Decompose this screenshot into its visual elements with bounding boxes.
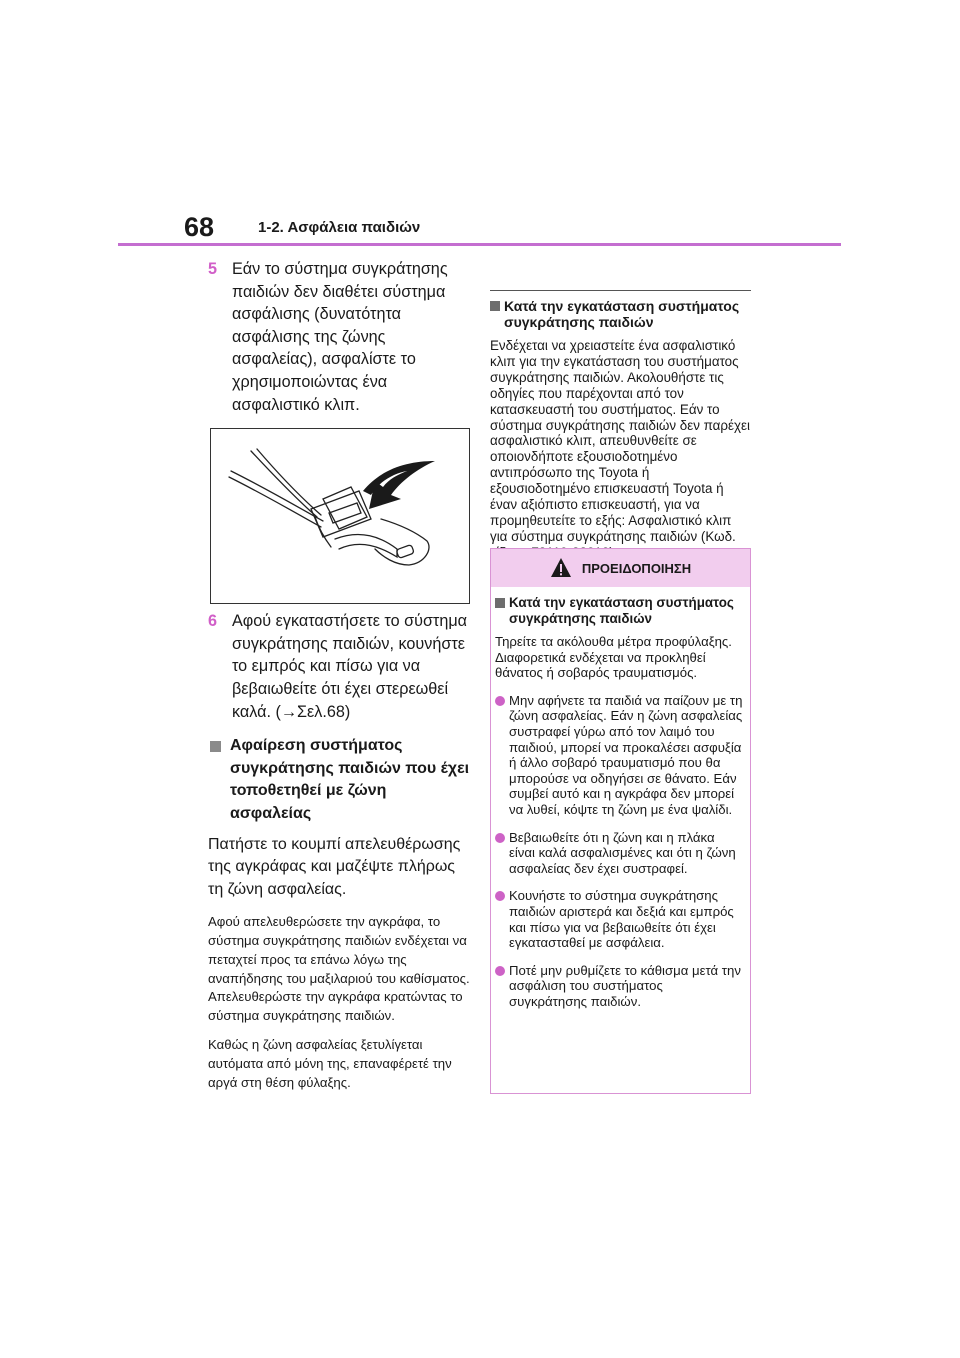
warning-header — [491, 549, 750, 587]
step-5 — [208, 258, 470, 416]
warning-intro-2: Διαφορετικά ενδέχεται να προκληθεί θάνατος ή σοβαρός τραυματισμός. — [495, 649, 706, 681]
warning-intro-1: Τηρείτε τα ακόλουθα μέτρα προφύλαξης. — [495, 634, 732, 649]
warning-item — [495, 693, 744, 818]
clip-illustration-svg — [211, 429, 469, 603]
step-text: Εάν το σύστημα συγκράτησης παιδιών δεν διαθέτει σύστημα ασφάλισης (δυνατότητα ασφάλισης της ζώνης ασφαλείας), ασφαλίστε το χρησιμοποιώντας ένα ασφαλιστικό κλιπ. — [232, 260, 448, 414]
install-heading — [490, 298, 751, 330]
item-text: Βεβαιωθείτε ότι η ζώνη και η πλάκα είναι καλά ασφαλισμένες και ότι η ζώνη ασφαλείας δεν έχει συστραφεί. — [509, 829, 736, 876]
bullet-icon — [495, 966, 505, 976]
step-number: 5 — [208, 260, 218, 278]
header-rule — [118, 243, 841, 246]
page-number: 68 — [184, 212, 215, 242]
step-6 — [208, 610, 470, 723]
warning-body — [491, 587, 750, 1009]
warning-triangle-icon — [550, 557, 572, 579]
note-1: Αφού απελευθερώσετε την αγκράφα, το σύστημα συγκράτησης παιδιών ενδέχεται να πεταχτεί προς τα επάνω λόγω της αναπήδησης του μαξιλαριού του καθίσματος. Απελευθερώστε την αγκράφα κρατώντας το σύστημα συγκράτησης παιδιών. — [208, 914, 470, 1024]
square-bullet-icon — [490, 301, 500, 311]
bullet-icon — [495, 833, 505, 843]
bullet-icon — [495, 891, 505, 901]
note-2: Καθώς η ζώνη ασφαλείας ξετυλίγεται αυτόματα από μόνη της, επαναφέρετέ την αργά στη θέση φύλαξης. — [208, 1037, 452, 1090]
left-column — [208, 258, 470, 1092]
item-text: Ποτέ μην ρυθμίζετε το κάθισμα μετά την ασφάλιση του συστήματος συγκράτησης παιδιών. — [509, 962, 741, 1009]
warning-item — [495, 830, 744, 877]
heading-text: Κατά την εγκατάσταση συστήματος συγκράτησης παιδιών — [504, 298, 740, 330]
square-bullet-icon — [495, 598, 505, 608]
heading-text: Κατά την εγκατάσταση συστήματος συγκράτησης παιδιών — [509, 595, 734, 626]
warning-item — [495, 888, 744, 950]
right-column — [490, 288, 751, 561]
seat-belt-clip-illustration — [210, 428, 470, 604]
removal-text: Πατήστε το κουμπί απελευθέρωσης της αγκράφας και μαζέψτε πλήρως τη ζώνη ασφαλείας. — [208, 835, 461, 898]
item-text: Μην αφήνετε τα παιδιά να παίζουν με τη ζώνη ασφαλείας. Εάν η ζώνη ασφαλείας συστραφεί γύρω από τον λαιμό του παιδιού, μπορεί να προκαλέσει ασφυξία ή άλλο σοβαρό τραυματισμό που θα μπορούσε να οδηγήσει σε θάνατο. Εάν συμβεί αυτό και η αγκράφα δεν μπορεί να λυθεί, κόψτε τη ζώνη με ένα ψαλίδι. — [509, 692, 743, 817]
item-text: Κουνήστε το σύστημα συγκράτησης παιδιών αριστερά και δεξιά και εμπρός και πίσω για να βεβαιωθείτε ότι έχει εγκατασταθεί με ασφάλεια. — [509, 888, 734, 951]
step-text: Αφού εγκαταστήσετε το σύστημα συγκράτησης παιδιών, κουνήστε το εμπρός και πίσω για να βεβαιωθείτε ότι έχει στερεωθεί καλά. (→Σελ.68) — [232, 612, 468, 721]
install-text: Ενδέχεται να χρειαστείτε ένα ασφαλιστικό κλιπ για την εγκατάσταση του συστήματος συγκράτησης παιδιών. Ακολουθήστε τις οδηγίες που παρέχονται από τον κατασκευαστή του συστήματος. Εάν το σύστημα συγκράτησης παιδιών δεν παρέχει ασφαλιστικό κλιπ, απευθυνθείτε σε οποιονδήποτε εξουσιοδοτημένο αντιπρόσωπο της Toyota ή εξουσιοδοτημένο επισκευαστή Toyota ή έναν αξιόπιστο επισκευαστή, για να προμηθευτείτε το εξής: Ασφαλιστικό κλιπ για σύστημα συγκράτησης παιδιών (Κωδ. — [490, 338, 750, 544]
warning-heading — [495, 595, 744, 626]
warning-box — [490, 548, 751, 1094]
heading-text: Αφαίρεση συστήματος συγκράτησης παιδιών που έχει τοποθετηθεί με ζώνη ασφαλείας — [230, 737, 470, 822]
step-number: 6 — [208, 612, 218, 631]
section-title: 1-2. Ασφάλεια παιδιών — [258, 219, 421, 236]
square-bullet-icon — [210, 741, 221, 752]
arrow-icon — [363, 461, 435, 509]
warning-title: ΠΡΟΕΙΔΟΠΟΙΗΣΗ — [581, 560, 692, 576]
warning-item — [495, 963, 744, 1010]
bullet-icon — [495, 696, 505, 706]
removal-heading — [208, 735, 470, 825]
